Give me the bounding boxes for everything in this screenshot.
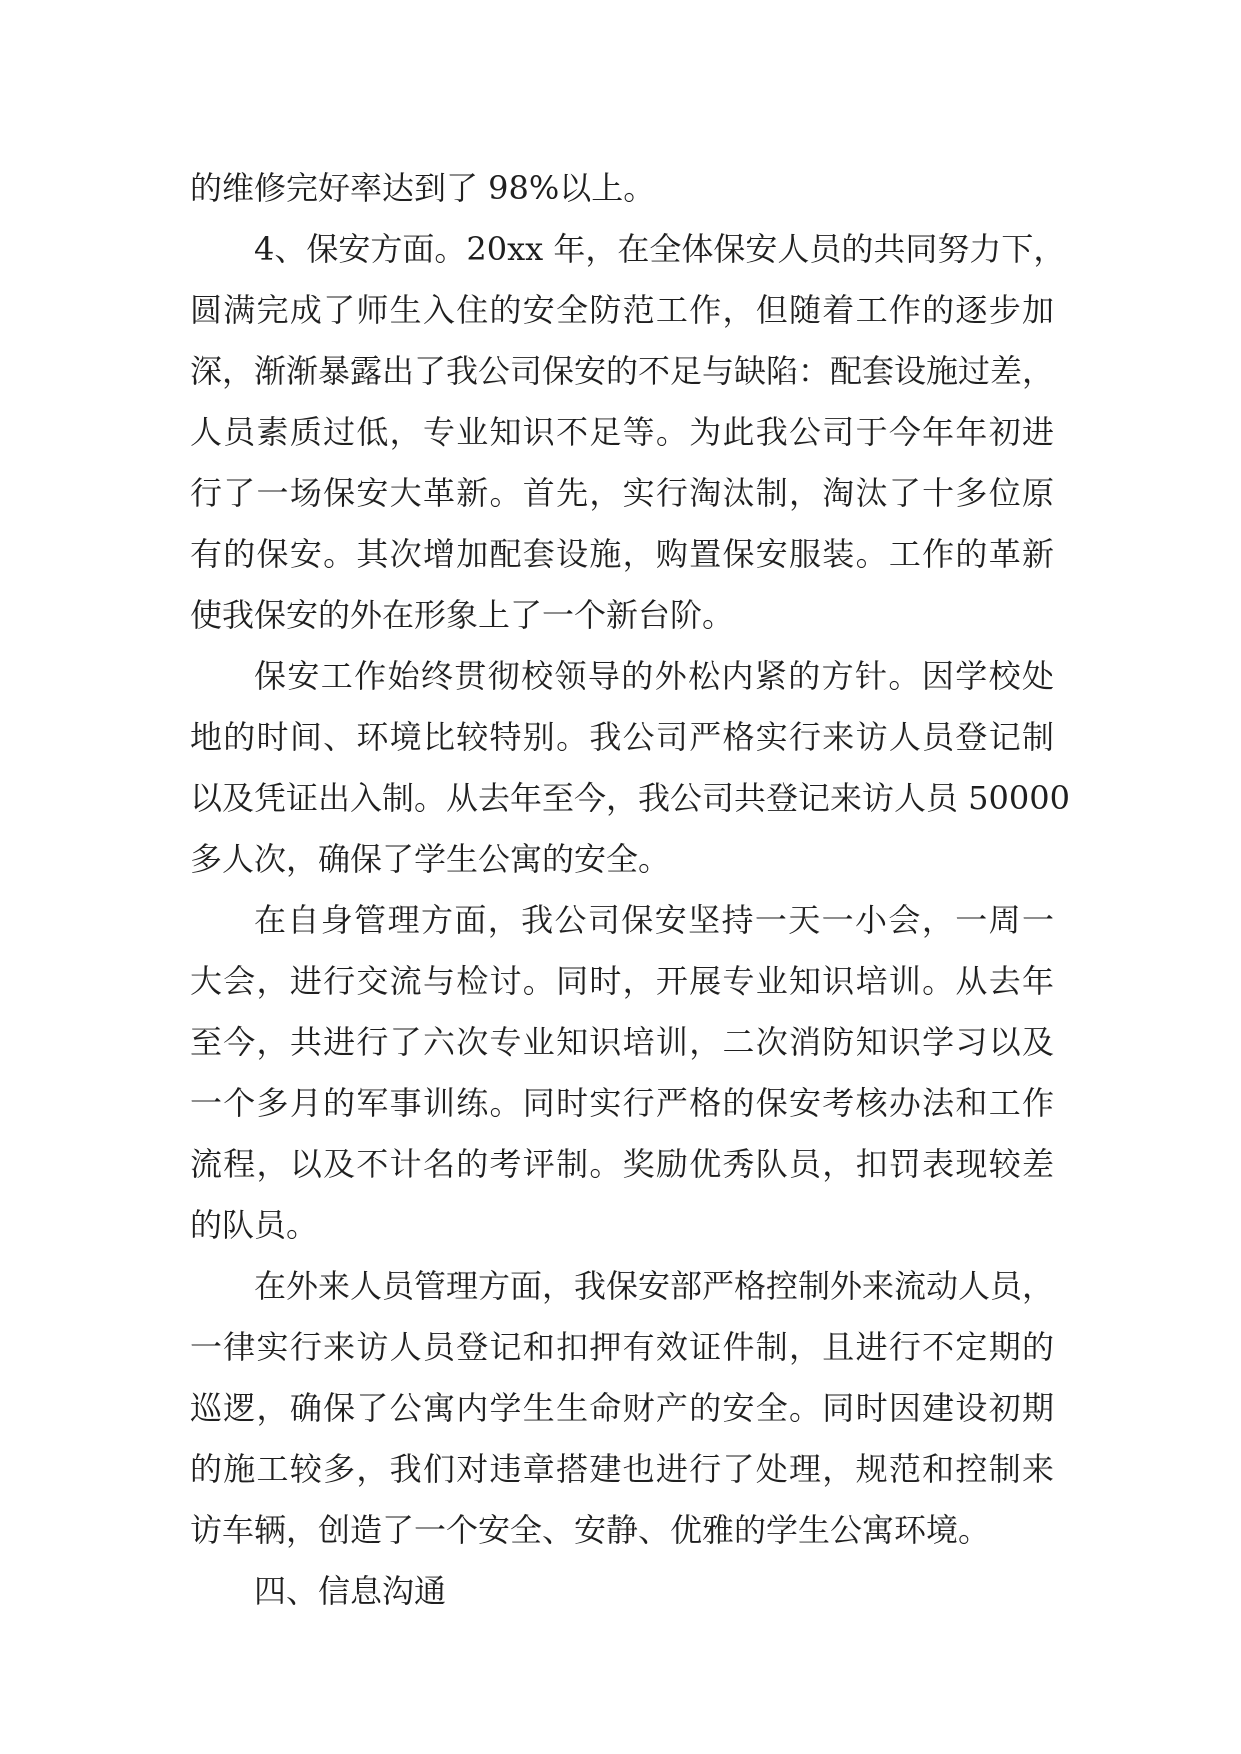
text-line: 有的保安。其次增加配套设施，购置保安服装。工作的革新 xyxy=(190,535,1054,573)
text-line: 使我保安的外在形象上了一个新台阶。 xyxy=(190,596,735,634)
text-line: 圆满完成了师生入住的安全防范工作，但随着工作的逐步加 xyxy=(190,291,1054,329)
text-line: 深，渐渐暴露出了我公司保安的不足与缺陷：配套设施过差， xyxy=(190,352,1055,390)
text-line: 在自身管理方面，我公司保安坚持一天一小会，一周一 xyxy=(254,901,1054,939)
document-body xyxy=(190,158,1070,1622)
paragraph-visitor-management xyxy=(190,1256,1054,1561)
text-line: 的队员。 xyxy=(190,1206,319,1244)
text-line: 地的时间、环境比较特别。我公司严格实行来访人员登记制 xyxy=(190,718,1054,756)
text-line: 保安工作始终贯彻校领导的外松内紧的方针。因学校处 xyxy=(254,657,1054,695)
paragraph-security-overview xyxy=(190,219,1066,646)
text-line: 流程，以及不计名的考评制。奖励优秀队员，扣罚表现较差 xyxy=(190,1145,1054,1183)
text-line: 至今，共进行了六次专业知识培训，二次消防知识学习以及 xyxy=(190,1023,1054,1061)
text-line: 的施工较多，我们对违章搭建也进行了处理，规范和控制来 xyxy=(190,1450,1054,1488)
text-line: 一律实行来访人员登记和扣押有效证件制，且进行不定期的 xyxy=(190,1328,1054,1366)
text-line: 访车辆，创造了一个安全、安静、优雅的学生公寓环境。 xyxy=(190,1511,991,1549)
text-line: 行了一场保安大革新。首先，实行淘汰制，淘汰了十多位原 xyxy=(190,474,1054,512)
paragraph-security-policy xyxy=(190,646,1070,890)
paragraph-self-management xyxy=(190,890,1054,1256)
text-line: 多人次，确保了学生公寓的安全。 xyxy=(190,840,671,878)
text-line: 人员素质过低，专业知识不足等。为此我公司于今年年初进 xyxy=(190,413,1054,451)
section-heading-information-communication xyxy=(190,1561,1054,1622)
section-heading: 四、信息沟通 xyxy=(254,1572,447,1610)
text-line: 一个多月的军事训练。同时实行严格的保安考核办法和工作 xyxy=(190,1084,1054,1122)
text-line: 大会，进行交流与检讨。同时，开展专业知识培训。从去年 xyxy=(190,962,1054,1000)
text-line: 在外来人员管理方面，我保安部严格控制外来流动人员， xyxy=(254,1267,1055,1305)
text-line: 巡逻，确保了公寓内学生生命财产的安全。同时因建设初期 xyxy=(190,1389,1054,1427)
paragraph-maintenance-rate xyxy=(190,158,1054,219)
text-line: 的维修完好率达到了 98%以上。 xyxy=(190,169,656,207)
text-line: 4、保安方面。20xx 年，在全体保安人员的共同努力下， xyxy=(254,230,1066,268)
text-line: 以及凭证出入制。从去年至今，我公司共登记来访人员 50000 xyxy=(190,779,1070,817)
